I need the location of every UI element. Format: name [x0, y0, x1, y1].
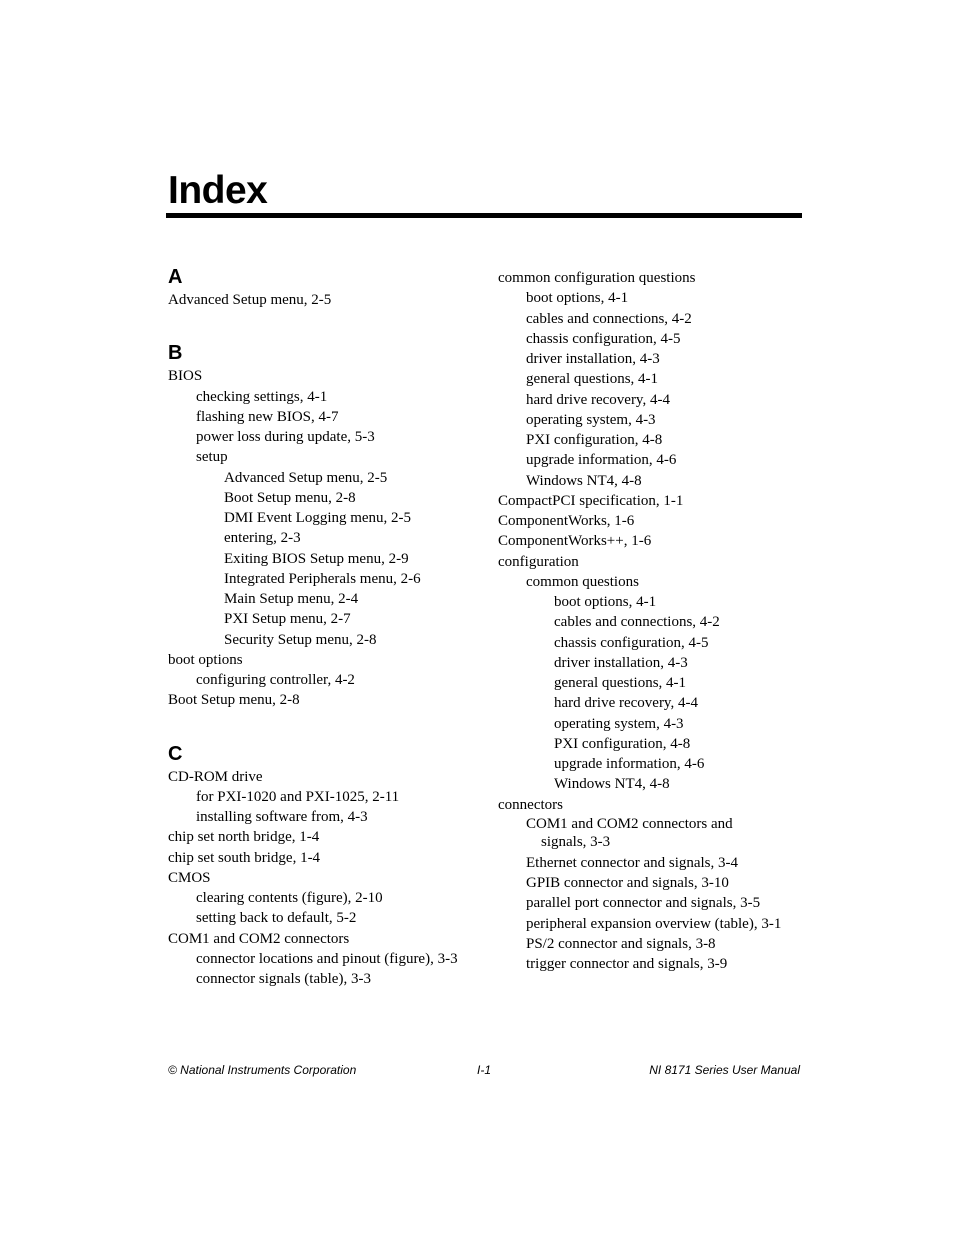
footer-copyright: © National Instruments Corporation	[168, 1063, 357, 1077]
index-entry: power loss during update, 5-3	[196, 429, 375, 445]
index-entry: Security Setup menu, 2-8	[224, 631, 377, 648]
index-left-column	[168, 264, 488, 989]
index-entry: flashing new BIOS, 4-7	[196, 408, 339, 425]
index-entry: Boot Setup menu, 2-8	[168, 692, 300, 709]
index-entry: driver installation, 4-3	[554, 654, 688, 671]
index-entry: PS/2 connector and signals, 3-8	[526, 935, 716, 952]
index-entry: installing software from, 4-3	[196, 809, 368, 825]
index-entry: common configuration questions	[498, 270, 696, 286]
index-entry: connector signals (table), 3-3	[196, 971, 371, 987]
index-entry: cables and connections, 4-2	[526, 310, 692, 327]
index-entry: ComponentWorks, 1-6	[498, 513, 635, 529]
index-entry: configuration	[498, 553, 579, 570]
index-entry: checking settings, 4-1	[196, 388, 328, 405]
index-entry: setup	[196, 449, 228, 466]
section-gap	[168, 310, 488, 340]
index-entry: clearing contents (figure), 2-10	[196, 890, 383, 906]
index-entry: CMOS	[168, 869, 211, 886]
index-entry: COM1 and COM2 connectors and signals, 3-3	[526, 815, 733, 850]
index-entry: for PXI-1020 and PXI-1025, 2-11	[196, 788, 400, 805]
index-entry: configuring controller, 4-2	[196, 672, 355, 688]
index-entry: Boot Setup menu, 2-8	[224, 489, 356, 506]
index-entry: Ethernet connector and signals, 3-4	[526, 854, 739, 871]
section-letter: C	[168, 742, 183, 765]
title-rule	[166, 213, 802, 218]
footer-manual-title: NI 8171 Series User Manual	[649, 1063, 800, 1077]
index-entry: general questions, 4-1	[526, 371, 659, 388]
index-entry: Exiting BIOS Setup menu, 2-9	[224, 550, 409, 567]
index-entry: BIOS	[168, 368, 203, 385]
index-entry: chip set south bridge, 1-4	[168, 849, 321, 866]
index-entry: boot options, 4-1	[526, 290, 629, 307]
index-entry: PXI configuration, 4-8	[554, 735, 691, 752]
section-letter: A	[168, 266, 183, 288]
index-entry: operating system, 4-3	[554, 715, 684, 732]
index-entry: hard drive recovery, 4-4	[526, 391, 670, 408]
index-entry: chassis configuration, 4-5	[554, 634, 709, 651]
index-entry: trigger connector and signals, 3-9	[526, 956, 728, 972]
index-entry: upgrade information, 4-6	[526, 452, 677, 469]
index-entry: general questions, 4-1	[554, 675, 687, 691]
index-entry: setting back to default, 5-2	[196, 910, 357, 927]
index-entry: boot options	[168, 651, 243, 668]
index-entry: DMI Event Logging menu, 2-5	[224, 510, 412, 526]
index-entry: boot options, 4-1	[554, 594, 657, 610]
index-entry: Integrated Peripherals menu, 2-6	[224, 570, 421, 587]
index-entry: driver installation, 4-3	[526, 351, 660, 367]
index-entry: Main Setup menu, 2-4	[224, 591, 359, 607]
index-right-column	[498, 268, 808, 974]
index-entry: entering, 2-3	[224, 530, 301, 547]
index-entry: Advanced Setup menu, 2-5	[224, 469, 388, 486]
page-title: Index	[168, 169, 268, 212]
index-entry: parallel port connector and signals, 3-5	[526, 895, 761, 912]
index-entry: Advanced Setup menu, 2-5	[168, 292, 332, 308]
index-entry: connector locations and pinout (figure), 3-3	[196, 950, 458, 967]
index-entry: CD-ROM drive	[168, 768, 263, 785]
index-entry: Windows NT4, 4-8	[554, 776, 670, 793]
index-entry: common questions	[526, 573, 639, 590]
index-entry: cables and connections, 4-2	[554, 614, 720, 631]
index-entry: upgrade information, 4-6	[554, 756, 705, 772]
footer-page-number: I-1	[477, 1063, 492, 1077]
section-gap	[168, 711, 488, 741]
index-entry: ComponentWorks++, 1-6	[498, 533, 652, 550]
section-letter: B	[168, 342, 183, 365]
index-entry: chip set north bridge, 1-4	[168, 829, 320, 846]
index-entry: COM1 and COM2 connectors	[168, 930, 350, 947]
index-entry: Windows NT4, 4-8	[526, 472, 642, 489]
index-entry: PXI Setup menu, 2-7	[224, 611, 351, 628]
index-entry: PXI configuration, 4-8	[526, 432, 663, 448]
index-entry: connectors	[498, 796, 563, 813]
index-entry: hard drive recovery, 4-4	[554, 695, 698, 712]
index-entry: operating system, 4-3	[526, 411, 656, 428]
index-entry: CompactPCI specification, 1-1	[498, 492, 684, 509]
index-entry: GPIB connector and signals, 3-10	[526, 875, 729, 891]
index-entry: peripheral expansion overview (table), 3-1	[526, 915, 782, 932]
index-entry: chassis configuration, 4-5	[526, 330, 681, 347]
